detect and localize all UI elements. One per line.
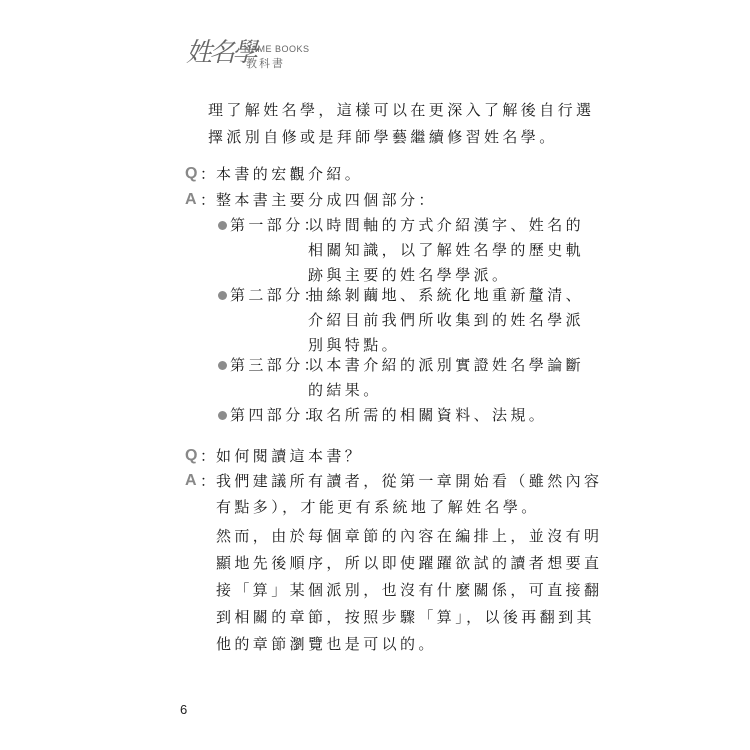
part-line: 相關知識，以了解姓名學的歷史軌: [308, 241, 585, 259]
part-line: 抽絲剝繭地、系統化地重新釐清、: [308, 286, 585, 304]
bullet-dot: [218, 291, 227, 300]
part-line: 跡與主要的姓名學學派。: [308, 266, 511, 284]
part-line: 的結果。: [308, 381, 382, 399]
part-line: 別與特點。: [308, 336, 401, 354]
bullet-dot: [218, 411, 227, 420]
colon: ：: [200, 447, 216, 465]
part-label: 第四部分：: [230, 406, 323, 424]
part-label: 第三部分：: [230, 356, 323, 374]
colon: ：: [200, 165, 216, 183]
answer-text: 整本書主要分成四個部分：: [216, 191, 437, 209]
page-number: 6: [180, 702, 188, 717]
part-line: 以時間軸的方式介紹漢字、姓名的: [308, 216, 585, 234]
part-line: 介紹目前我們所收集到的姓名學派: [308, 311, 585, 329]
answer-line: 到相關的章節，按照步驟「算」，以後再翻到其: [216, 608, 595, 626]
colon: ：: [200, 191, 216, 209]
intro-line: 理了解姓名學，這樣可以在更深入了解後自行選: [208, 101, 595, 119]
question-text: 本書的宏觀介紹。: [216, 165, 364, 183]
answer-marker: A: [185, 191, 197, 208]
answer-marker: A: [185, 472, 197, 489]
logo-english: NAME BOOKS: [244, 44, 310, 54]
answer-line: 顯地先後順序，所以即使躍躍欲試的讀者想要直: [216, 554, 603, 572]
book-header: [186, 30, 310, 70]
question-marker: Q: [185, 447, 198, 464]
question-text: 如何閱讀這本書？: [216, 447, 364, 465]
colon: ：: [200, 472, 216, 490]
part-label: 第二部分：: [230, 286, 323, 304]
part-label: 第一部分：: [230, 216, 323, 234]
logo-subtitle: 教科書: [246, 57, 285, 70]
answer-line: 我們建議所有讀者，從第一章開始看（雖然內容: [216, 472, 603, 490]
answer-line: 接「算」某個派別，也沒有什麼關係，可直接翻: [216, 581, 603, 599]
answer-line: 有點多），才能更有系統地了解姓名學。: [216, 498, 540, 516]
part-line: 以本書介紹的派別實證姓名學論斷: [308, 356, 585, 374]
part-line: 取名所需的相關資料、法規。: [308, 406, 548, 424]
answer-line: 然而，由於每個章節的內容在編排上，並沒有明: [216, 527, 603, 545]
question-marker: Q: [185, 165, 198, 182]
logo-calligraphy: 姓名學: [186, 38, 256, 68]
intro-line: 擇派別自修或是拜師學藝繼續修習姓名學。: [208, 128, 558, 146]
bullet-dot: [218, 361, 227, 370]
bullet-dot: [218, 221, 227, 230]
answer-line: 他的章節瀏覽也是可以的。: [216, 635, 437, 653]
